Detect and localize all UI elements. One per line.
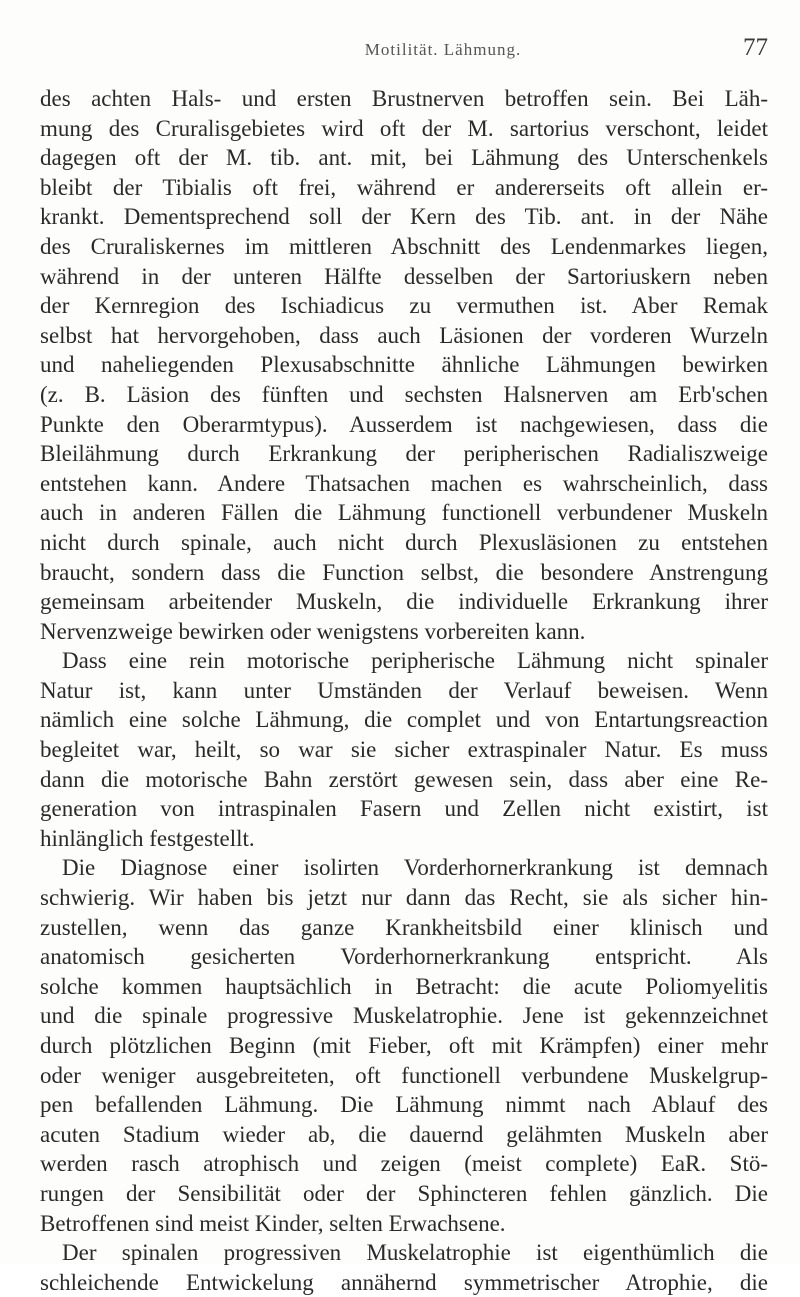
text-line: schleichende Entwickelung annähernd symmetrischer Atrophie, die [40,1269,768,1295]
text-line: der Kernregion des Ischiadicus zu vermuthen ist. Aber Remak [40,293,768,319]
body-text [40,84,768,1297]
text-line: bleibt der Tibialis oft frei, während er andererseits oft allein er- [40,174,768,200]
text-line: acuten Stadium wieder ab, die dauernd gelähmten Muskeln aber [40,1121,768,1147]
text-line: und naheliegenden Plexusabschnitte ähnliche Lähmungen bewirken [40,352,768,378]
text-line: Der spinalen progressiven Muskelatrophie ist eigenthümlich die [62,1240,768,1266]
text-line: Die Diagnose einer isolirten Vorderhornerkrankung ist demnach [62,855,768,881]
text-line: werden rasch atrophisch und zeigen (meist complete) EaR. Stö- [40,1151,768,1177]
text-line: gemeinsam arbeitender Muskeln, die individuelle Erkrankung ihrer [40,589,768,615]
text-line: des achten Hals- und ersten Brustnerven betroffen sein. Bei Läh- [40,86,768,111]
text-line: zustellen, wenn das ganze Krankheitsbild einer klinisch und [40,914,768,940]
text-line: anatomisch gesicherten Vorderhornerkrankung entspricht. Als [40,944,768,970]
running-title: Motilität. Lähmung. [364,40,522,59]
text-line: braucht, sondern dass die Function selbst, die besondere Anstrengung [40,559,768,585]
text-line: Bleilähmung durch Erkrankung der peripherischen Radialiszweige [40,441,768,467]
running-head [118,34,768,70]
text-line: des Cruraliskernes im mittleren Abschnitt des Lendenmarkes liegen, [40,233,768,259]
text-line: begleitet war, heilt, so war sie sicher extraspinaler Natur. Es muss [40,737,768,763]
text-line: durch plötzlichen Beginn (mit Fieber, oft mit Krämpfen) einer mehr [40,1033,768,1058]
text-line: Dass eine rein motorische peripherische Lähmung nicht spinaler [62,648,768,674]
text-line: Nervenzweige bewirken oder wenigstens vorbereiten kann. [40,618,586,644]
text-line: entstehen kann. Andere Thatsachen machen es wahrscheinlich, dass [40,470,768,496]
text-line: krankt. Dementsprechend soll der Kern des Tib. ant. in der Nähe [40,204,768,230]
text-line: selbst hat hervorgehoben, dass auch Läsionen der vorderen Wurzeln [40,322,768,348]
text-line: während in der unteren Hälfte desselben der Sartoriuskern neben [40,263,768,289]
text-line: Betroffenen sind meist Kinder, selten Erwachsene. [40,1210,506,1236]
text-line: dagegen oft der M. tib. ant. mit, bei Lähmung des Unterschenkels [40,145,768,171]
text-line: rungen der Sensibilität oder der Sphincteren fehlen gänzlich. Die [40,1180,768,1206]
text-line: nicht durch spinale, auch nicht durch Plexusläsionen zu entstehen [40,529,768,555]
text-line: nämlich eine solche Lähmung, die complet und von Entartungsreaction [40,707,768,733]
text-line: hinlänglich festgestellt. [40,825,255,851]
text-line: generation von intraspinalen Fasern und Zellen nicht existirt, ist [40,796,768,822]
text-line: solche kommen hauptsächlich in Betracht: die acute Poliomyelitis [40,973,768,999]
text-line: auch in anderen Fällen die Lähmung functionell verbundener Muskeln [40,500,768,526]
text-line: schwierig. Wir haben bis jetzt nur dann das Recht, sie als sicher hin- [40,885,768,911]
text-line: pen befallenden Lähmung. Die Lähmung nimmt nach Ablauf des [40,1092,768,1118]
text-line: Punkte den Oberarmtypus). Ausserdem ist nachgewiesen, dass die [40,411,768,437]
text-line: dann die motorische Bahn zerstört gewesen sein, dass aber eine Re- [40,766,768,792]
text-line: mung des Cruralisgebietes wird oft der M. sartorius verschont, leidet [40,115,768,141]
page-number: 77 [743,34,768,61]
text-line: und die spinale progressive Muskelatrophie. Jene ist gekennzeichnet [40,1003,768,1029]
text-line: Natur ist, kann unter Umständen der Verlauf beweisen. Wenn [40,677,768,703]
text-line: oder weniger ausgebreiteten, oft functionell verbundene Muskelgrup- [40,1062,768,1088]
text-line: (z. B. Läsion des fünften und sechsten Halsnerven am Erb'schen [40,381,768,407]
